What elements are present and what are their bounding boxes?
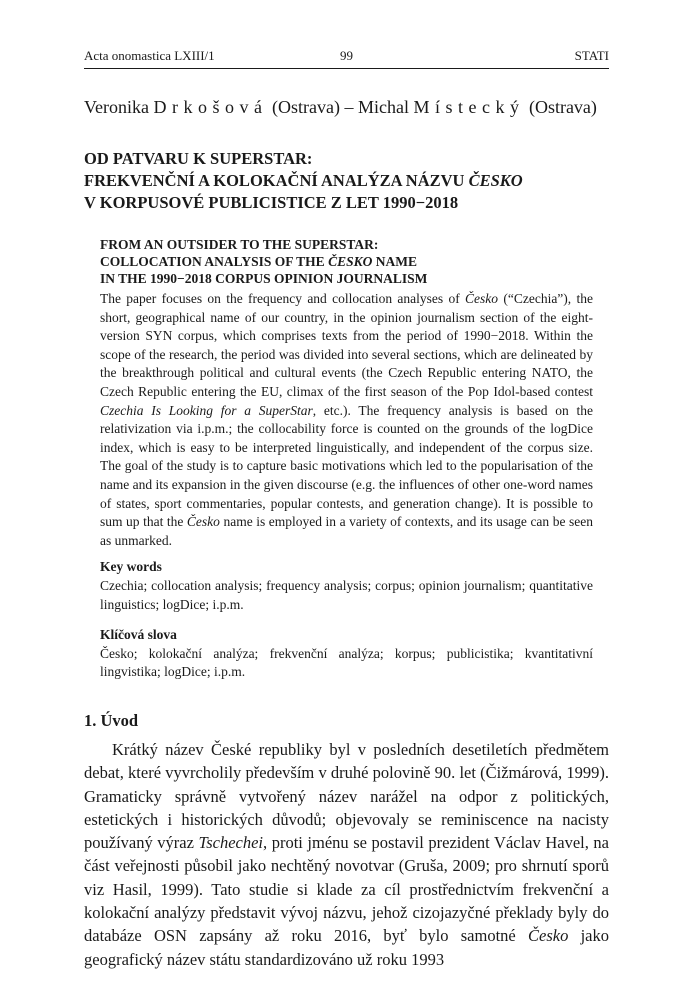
header-rule bbox=[84, 68, 609, 69]
english-title-line-3: IN THE 1990−2018 CORPUS OPINION JOURNALISM bbox=[100, 271, 428, 286]
english-title bbox=[100, 236, 593, 287]
klicova-slova-heading: Klíčová slova bbox=[100, 626, 177, 642]
running-head bbox=[84, 48, 609, 64]
abstract-italic-3: Česko bbox=[186, 514, 220, 530]
abstract-block bbox=[100, 236, 593, 682]
author1-place: (Ostrava) bbox=[271, 97, 340, 117]
keywords-text: Czechia; collocation analysis; frequency analysis; corpus; opinion journalism; quantitative linguistics; logDice; i.p.m. bbox=[100, 578, 593, 612]
author-separator: – bbox=[344, 97, 354, 117]
english-title-line-2-italic: ČESKO bbox=[328, 254, 373, 269]
title-line-2-text: FREKVENČNÍ A KOLOKAČNÍ ANALÝZA NÁZVU bbox=[84, 171, 469, 190]
english-title-line-2 bbox=[100, 253, 593, 270]
abstract-part-1: The paper focuses on the frequency and collocation analyses of bbox=[100, 291, 466, 306]
authors-line bbox=[84, 96, 609, 118]
section-heading-uvod: 1. Úvod bbox=[84, 711, 139, 730]
article-title bbox=[84, 148, 609, 214]
author1-surname: Drkošová bbox=[153, 97, 268, 117]
body-paragraph bbox=[84, 738, 609, 971]
abstract-part-2: (“Czechia”), the short, geographical name of our country, in the opinion journalism section of the eight-version SYN corpus, which comprises texts from the period of 1990−2018. Within the scope of the research, the period was divided into several sections, which are delineated by the breakthrough political and cultural events (the Czech Republic entering NATO, the Czech Republic entering the EU, climax of the first season of the Pop Idol-based contest bbox=[100, 291, 593, 399]
page-number: 99 bbox=[340, 48, 353, 63]
abstract-text bbox=[100, 290, 593, 550]
author2-given: Michal bbox=[357, 97, 409, 117]
body-part-1: Krátký název České republiky byl v posledních desetiletích předmětem debat, které vyvrcholily především v druhé polovině 90. let (Čižmárová, 1999). Gramaticky správně vytvořený název narážel na odpor z politických, estetických i historických důvodů; objevovaly se reminiscence na nacisty používaný výraz bbox=[84, 740, 609, 853]
abstract-italic-1: Česko bbox=[465, 291, 499, 306]
keywords-heading: Key words bbox=[100, 559, 162, 575]
english-title-line-2-a: COLLOCATION ANALYSIS OF THE bbox=[100, 254, 329, 269]
title-line-2-italic: ČESKO bbox=[468, 171, 523, 190]
journal-name: Acta onomastica LXIII/1 bbox=[84, 48, 215, 63]
english-title-line-1: FROM AN OUTSIDER TO THE SUPERSTAR: bbox=[100, 237, 379, 252]
author2-surname: Místecký bbox=[413, 97, 525, 117]
body-part-3: jako geografický název státu standardizováno už roku 1993 bbox=[84, 926, 609, 969]
abstract-italic-2: Czechia Is Looking for a SuperStar bbox=[100, 402, 313, 418]
section-label: STATI bbox=[574, 48, 609, 63]
title-line-2 bbox=[84, 170, 609, 192]
english-title-line-2-b: NAME bbox=[372, 254, 417, 269]
abstract-part-4: name is employed in a variety of contexts, and its usage can be seen as unmarked. bbox=[100, 514, 593, 548]
body-part-2: , proti jménu se postavil prezident Václav Havel, na část veřejnosti působil jako nechtěný novotvar (Gruša, 2009; pro shrnutí sporů viz Hasil, 1999). Tato studie si klade za cíl prostřednictvím frekvenční a kolokační analýzy představit vývoj názvu, jehož cizojazyčné překlady byly do databáze OSN zapsány až roku 2016, byť bylo samotné bbox=[84, 833, 609, 946]
author2-place: (Ostrava) bbox=[528, 97, 597, 117]
body-italic-1: Tschechei bbox=[198, 833, 263, 853]
klicova-slova-text: Česko; kolokační analýza; frekvenční analýza; korpus; publicistika; kvantitativní lingvistika; logDice; i.p.m. bbox=[100, 645, 593, 680]
abstract-part-3: , etc.). The frequency analysis is based on the relativization via i.p.m.; the collocability force is counted on the grounds of the logDice index, which is easy to be interpreted linguistically, and independent of the corpus size. The goal of the study is to capture basic motivations which led to the popularisation of the name and its expansion in the given discourse (e.g. the influences of other one-word names of states, sport commentaries, popular contests, and generation change). It is possible to sum up that the bbox=[100, 402, 593, 530]
title-line-1: OD PATVARU K SUPERSTAR: bbox=[84, 149, 313, 168]
title-line-3: V KORPUSOVÉ PUBLICISTICE Z LET 1990−2018 bbox=[84, 193, 459, 212]
author1-given: Veronika bbox=[84, 97, 149, 117]
body-italic-2: Česko bbox=[528, 926, 569, 946]
